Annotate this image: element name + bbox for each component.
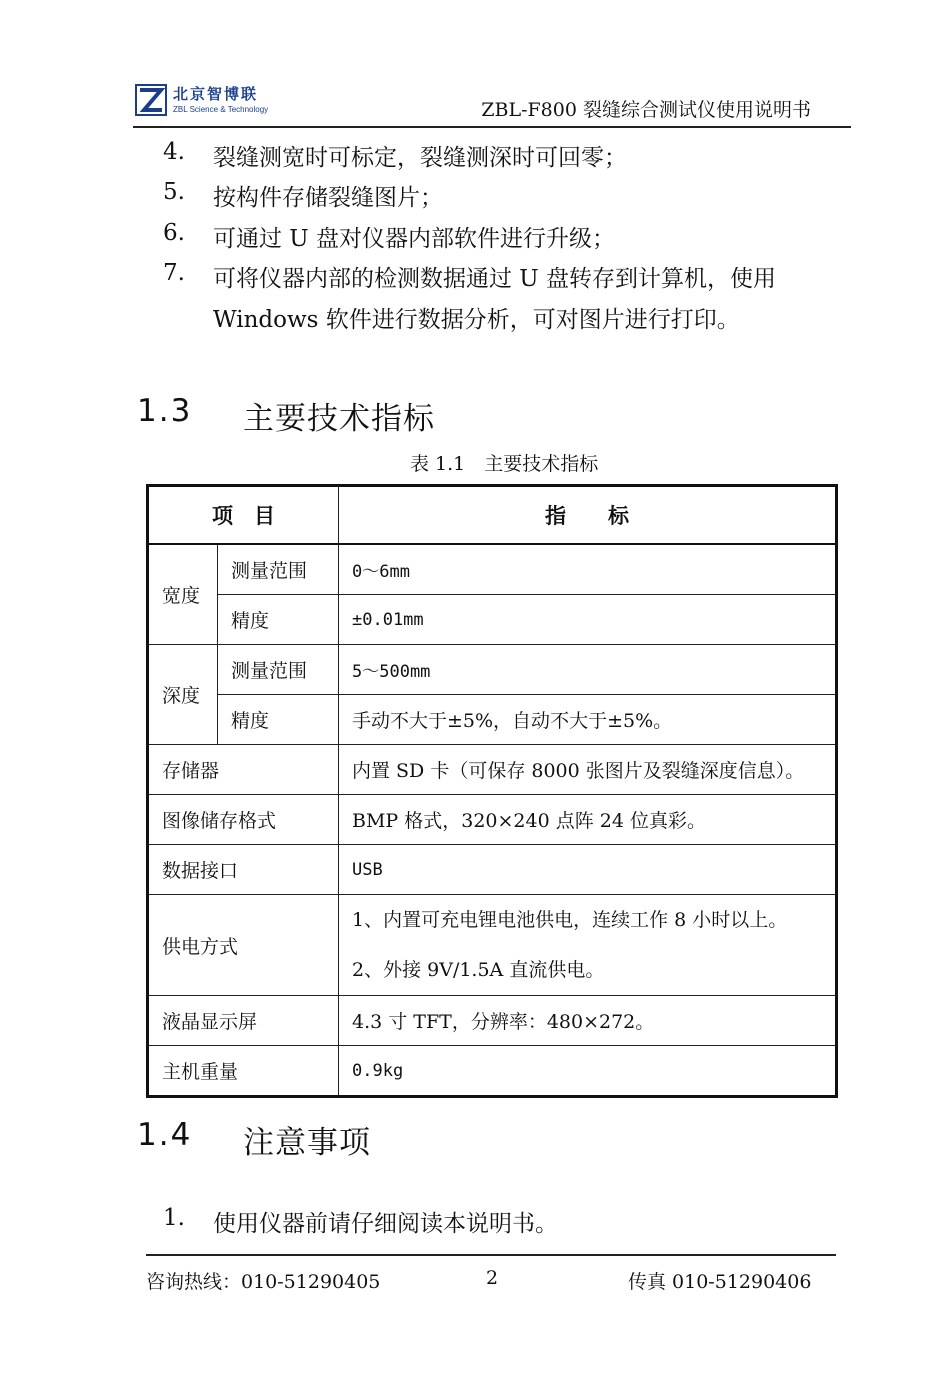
table-caption: 表 1.1 主要技术指标 (410, 453, 599, 475)
interface-value: USB (339, 845, 837, 895)
power-line-2: 2、外接 9V/1.5A 直流供电。 (352, 959, 605, 981)
table-header-row (148, 486, 837, 545)
table-row (148, 745, 837, 795)
section-title: 主要技术指标 (243, 401, 435, 437)
storage-value: 内置 SD 卡（可保存 8000 张图片及裂缝深度信息）。 (339, 745, 837, 795)
row-label: 图像储存格式 (148, 795, 339, 845)
list-text: 按构件存储裂缝图片； (213, 185, 443, 211)
logo-company-name: 北京智博联 (173, 85, 259, 103)
row-label: 液晶显示屏 (148, 996, 339, 1046)
header-spec: 指 标 (339, 486, 837, 545)
width-precision-value: ±0.01mm (339, 595, 837, 645)
list-text: Windows 软件进行数据分析，可对图片进行打印。 (213, 307, 740, 333)
power-value (339, 895, 837, 996)
depth-precision-value: 手动不大于±5%，自动不大于±5%。 (339, 695, 837, 745)
list-text: 使用仪器前请仔细阅读本说明书。 (213, 1211, 558, 1237)
zbl-logo-icon (135, 84, 167, 116)
width-range-value: 0～6mm (339, 544, 837, 595)
table-row (148, 695, 837, 745)
section-number: 1.4 (137, 1117, 193, 1153)
row-label: 主机重量 (148, 1046, 339, 1097)
table-row (148, 795, 837, 845)
row-label: 存储器 (148, 745, 339, 795)
row-label: 测量范围 (218, 645, 339, 695)
list-number: 5. (163, 179, 185, 205)
table-row (148, 996, 837, 1046)
footer-hotline: 咨询热线：010-51290405 (146, 1271, 381, 1293)
list-text: 裂缝测宽时可标定，裂缝测深时可回零； (213, 145, 627, 171)
list-number: 4. (163, 139, 185, 165)
group-width: 宽度 (148, 544, 218, 645)
weight-value: 0.9kg (339, 1046, 837, 1097)
row-label: 测量范围 (218, 544, 339, 595)
manual-title: ZBL-F800 裂缝综合测试仪使用说明书 (481, 99, 811, 121)
group-depth: 深度 (148, 645, 218, 745)
list-number: 7. (163, 260, 185, 286)
list-number: 1. (163, 1205, 185, 1231)
logo-company-english: ZBL Science & Technology (173, 105, 269, 114)
depth-range-value: 5～500mm (339, 645, 837, 695)
page-number: 2 (486, 1267, 499, 1289)
row-label: 精度 (218, 595, 339, 645)
table-row (148, 645, 837, 695)
power-line-1: 1、内置可充电锂电池供电，连续工作 8 小时以上。 (352, 909, 788, 931)
row-label: 数据接口 (148, 845, 339, 895)
spec-table (146, 484, 838, 1098)
page-header (133, 80, 851, 128)
row-label: 精度 (218, 695, 339, 745)
list-text: 可将仪器内部的检测数据通过 U 盘转存到计算机，使用 (213, 266, 777, 292)
footer-divider (146, 1254, 836, 1256)
table-row (148, 845, 837, 895)
row-label: 供电方式 (148, 895, 339, 996)
footer-fax: 传真 010-51290406 (628, 1271, 812, 1293)
section-number: 1.3 (137, 393, 193, 429)
table-row (148, 595, 837, 645)
list-text: 可通过 U 盘对仪器内部软件进行升级； (213, 226, 616, 252)
section-title: 注意事项 (243, 1125, 371, 1161)
lcd-value: 4.3 寸 TFT，分辨率：480×272。 (339, 996, 837, 1046)
header-item: 项 目 (148, 486, 339, 545)
table-row (148, 895, 837, 996)
table-row (148, 544, 837, 595)
list-number: 6. (163, 220, 185, 246)
table-row (148, 1046, 837, 1097)
format-value: BMP 格式，320×240 点阵 24 位真彩。 (339, 795, 837, 845)
